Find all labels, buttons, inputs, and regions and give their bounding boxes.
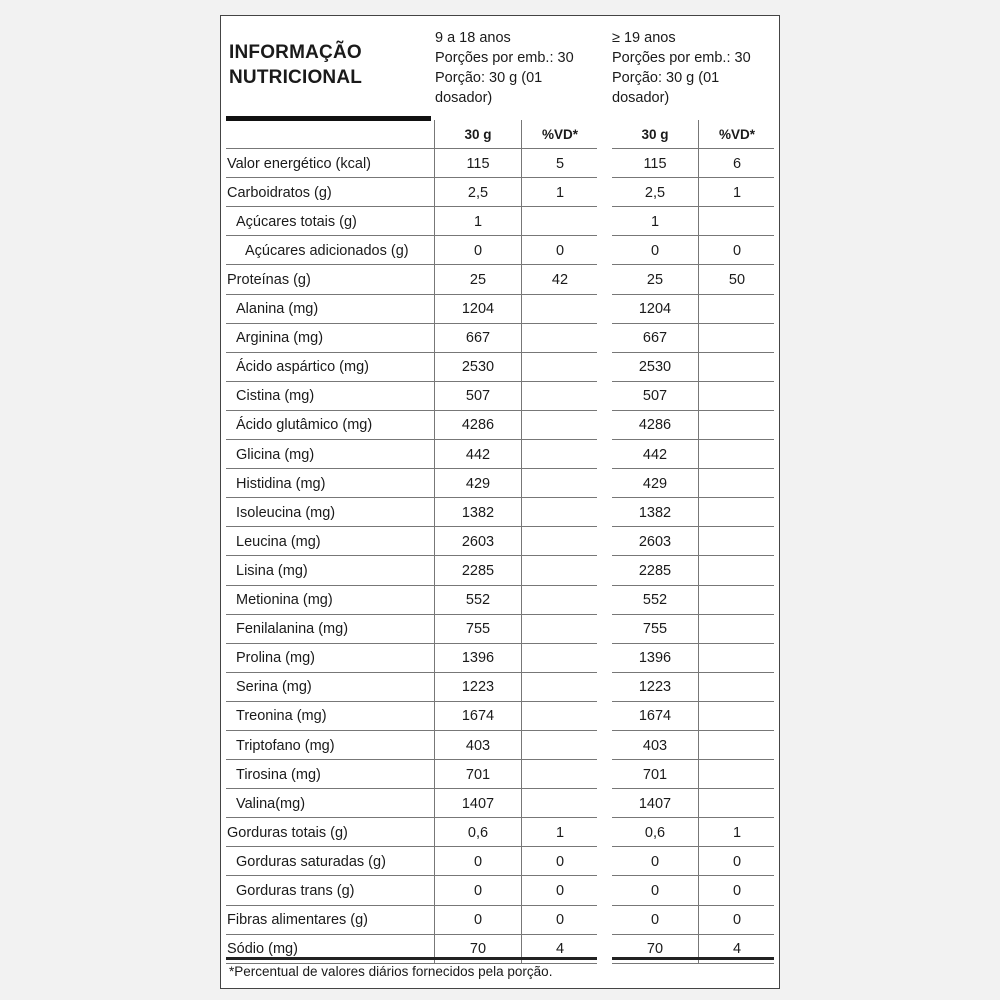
daily-value-19-plus (699, 702, 775, 731)
daily-value-19-plus (699, 207, 775, 236)
amount-19-plus: 115 (643, 155, 667, 172)
table-row (221, 527, 779, 556)
table-row (221, 818, 779, 847)
servings-per-package: Porções por emb.: 30 (612, 50, 751, 66)
daily-value-19-plus (699, 644, 775, 673)
daily-value-19-plus: 1 (732, 824, 742, 841)
table-row (221, 324, 779, 353)
amount-19-plus: 507 (642, 388, 668, 405)
amount-9-18: 1 (473, 213, 483, 230)
amount-19-plus: 1204 (638, 301, 672, 318)
table-row (221, 149, 779, 178)
daily-value-19-plus: 0 (732, 242, 742, 259)
daily-value-9-18 (522, 586, 598, 615)
amount-9-18: 1204 (461, 301, 495, 318)
daily-value-19-plus: 0 (732, 882, 742, 899)
daily-value-9-18: 1 (555, 184, 565, 201)
amount-9-18: 2285 (461, 562, 495, 579)
amount-9-18: 0,6 (467, 824, 489, 841)
amount-19-plus: 1223 (638, 679, 672, 696)
daily-value-19-plus (699, 498, 775, 527)
daily-value-19-plus: 0 (732, 853, 742, 870)
daily-value-19-plus (699, 556, 775, 585)
daily-value-9-18: 0 (555, 242, 565, 259)
daily-value-9-18: 42 (551, 272, 569, 289)
daily-value-19-plus (699, 760, 775, 789)
table-row (221, 673, 779, 702)
nutrient-name: Histidina (mg) (236, 475, 326, 492)
amount-9-18: 2,5 (467, 184, 489, 201)
nutrient-name: Fenilalanina (mg) (236, 621, 349, 638)
daily-value-19-plus (699, 411, 775, 440)
daily-value-19-plus (699, 527, 775, 556)
nutrient-name: Açúcares adicionados (g) (245, 242, 409, 259)
amount-19-plus: 2530 (638, 359, 672, 376)
table-row (221, 178, 779, 207)
portion-size-cont: dosador) (612, 90, 670, 106)
nutrient-name: Serina (mg) (236, 679, 312, 696)
amount-19-plus: 429 (642, 475, 668, 492)
daily-value-9-18: 1 (555, 824, 565, 841)
daily-value-9-18: 0 (555, 912, 565, 929)
column-header-dv: %VD* (541, 127, 578, 143)
nutrient-name: Gorduras totais (g) (227, 824, 348, 841)
daily-value-9-18 (522, 382, 598, 411)
amount-9-18: 1396 (461, 650, 495, 667)
amount-9-18: 755 (465, 621, 491, 638)
amount-9-18: 0 (473, 853, 483, 870)
table-row (221, 556, 779, 585)
amount-9-18: 552 (465, 592, 491, 609)
nutrient-name: Metionina (mg) (236, 592, 333, 609)
amount-9-18: 0 (473, 882, 483, 899)
amount-9-18: 1223 (461, 679, 495, 696)
footnote: *Percentual de valores diários fornecidos pela porção. (229, 964, 553, 979)
amount-19-plus: 25 (646, 272, 664, 289)
table-row (221, 353, 779, 382)
table-row (221, 586, 779, 615)
daily-value-19-plus: 0 (732, 912, 742, 929)
table-row (221, 847, 779, 876)
amount-19-plus: 2603 (638, 533, 672, 550)
daily-value-9-18 (522, 440, 598, 469)
footer-divider (612, 957, 774, 960)
daily-value-19-plus (699, 324, 775, 353)
nutrition-table (221, 120, 779, 964)
amount-9-18: 403 (465, 737, 491, 754)
daily-value-9-18 (522, 527, 598, 556)
table-row (221, 702, 779, 731)
daily-value-9-18 (522, 760, 598, 789)
daily-value-9-18 (522, 207, 598, 236)
amount-19-plus: 70 (646, 941, 664, 958)
table-row (221, 411, 779, 440)
amount-9-18: 507 (465, 388, 491, 405)
daily-value-9-18 (522, 615, 598, 644)
nutrient-name: Isoleucina (mg) (236, 504, 336, 521)
amount-9-18: 25 (469, 272, 487, 289)
portion-size: Porção: 30 g (01 (612, 70, 720, 86)
daily-value-9-18 (522, 731, 598, 760)
nutrition-facts-label (220, 15, 780, 989)
daily-value-9-18 (522, 324, 598, 353)
nutrient-name: Valor energético (kcal) (227, 155, 371, 172)
daily-value-9-18 (522, 789, 598, 818)
daily-value-19-plus (699, 353, 775, 382)
nutrient-name: Prolina (mg) (236, 650, 315, 667)
amount-9-18: 70 (469, 941, 487, 958)
amount-9-18: 442 (465, 446, 491, 463)
daily-value-9-18 (522, 411, 598, 440)
nutrient-name: Proteínas (g) (227, 272, 311, 289)
amount-19-plus: 0 (650, 242, 660, 259)
daily-value-9-18 (522, 702, 598, 731)
daily-value-9-18 (522, 644, 598, 673)
amount-19-plus: 755 (642, 621, 668, 638)
nutrient-name: Leucina (mg) (236, 533, 321, 550)
amount-19-plus: 1674 (638, 708, 672, 725)
amount-19-plus: 1396 (638, 650, 672, 667)
daily-value-9-18 (522, 556, 598, 585)
daily-value-19-plus (699, 789, 775, 818)
footer-divider (226, 957, 597, 960)
servings-per-package: Porções por emb.: 30 (435, 50, 574, 66)
nutrient-name: Açúcares totais (g) (236, 213, 357, 230)
daily-value-19-plus: 1 (732, 184, 742, 201)
amount-19-plus: 1382 (638, 504, 672, 521)
daily-value-9-18: 0 (555, 882, 565, 899)
table-header-row (221, 120, 779, 149)
amount-9-18: 2530 (461, 359, 495, 376)
amount-19-plus: 2285 (638, 562, 672, 579)
table-row (221, 207, 779, 236)
daily-value-9-18: 0 (555, 853, 565, 870)
table-row (221, 295, 779, 324)
daily-value-9-18: 5 (555, 155, 565, 172)
daily-value-19-plus: 50 (728, 272, 746, 289)
amount-19-plus: 0 (650, 853, 660, 870)
portion-size-cont: dosador) (435, 90, 493, 106)
nutrient-name: Cistina (mg) (236, 388, 315, 405)
amount-9-18: 429 (465, 475, 491, 492)
table-row (221, 615, 779, 644)
nutrient-name: Lisina (mg) (236, 562, 308, 579)
table-row (221, 906, 779, 935)
amount-19-plus: 667 (642, 330, 668, 347)
table-row (221, 644, 779, 673)
amount-19-plus: 1 (650, 213, 660, 230)
amount-19-plus: 442 (642, 446, 668, 463)
daily-value-9-18 (522, 353, 598, 382)
table-row (221, 498, 779, 527)
table-row (221, 789, 779, 818)
amount-19-plus: 2,5 (644, 184, 666, 201)
daily-value-19-plus: 6 (732, 155, 742, 172)
nutrient-name: Fibras alimentares (g) (227, 912, 369, 929)
nutrient-name: Gorduras saturadas (g) (236, 853, 386, 870)
portion-info-9-18 (435, 28, 590, 108)
daily-value-19-plus (699, 673, 775, 702)
nutrient-name: Tirosina (mg) (236, 766, 321, 783)
amount-9-18: 701 (465, 766, 491, 783)
amount-9-18: 115 (466, 155, 490, 172)
amount-19-plus: 552 (642, 592, 668, 609)
nutrient-name: Valina(mg) (236, 795, 306, 812)
amount-19-plus: 0,6 (644, 824, 666, 841)
daily-value-19-plus (699, 615, 775, 644)
label-title (229, 40, 362, 90)
daily-value-9-18 (522, 295, 598, 324)
daily-value-19-plus (699, 469, 775, 498)
daily-value-19-plus (699, 382, 775, 411)
daily-value-19-plus: 4 (732, 941, 742, 958)
portion-info-19-plus (612, 28, 767, 108)
daily-value-19-plus (699, 295, 775, 324)
nutrient-name: Triptofano (mg) (236, 737, 335, 754)
nutrient-name: Arginina (mg) (236, 330, 324, 347)
daily-value-19-plus (699, 440, 775, 469)
row-divider (612, 963, 774, 964)
column-header-dv: %VD* (718, 127, 755, 143)
column-header-amount: 30 g (641, 127, 669, 143)
amount-9-18: 4286 (461, 417, 495, 434)
portion-size: Porção: 30 g (01 (435, 70, 543, 86)
table-row (221, 236, 779, 265)
amount-9-18: 1382 (461, 504, 495, 521)
age-group: ≥ 19 anos (612, 30, 676, 46)
nutrient-name: Sódio (mg) (227, 941, 298, 958)
nutrient-name: Treonina (mg) (236, 708, 327, 725)
table-row (221, 440, 779, 469)
amount-19-plus: 403 (642, 737, 668, 754)
title-line-1: INFORMAÇÃO (229, 42, 362, 63)
amount-9-18: 1674 (461, 708, 495, 725)
age-group: 9 a 18 anos (435, 30, 511, 46)
amount-19-plus: 4286 (638, 417, 672, 434)
table-row (221, 469, 779, 498)
nutrient-name: Glicina (mg) (236, 446, 315, 463)
daily-value-19-plus (699, 731, 775, 760)
amount-19-plus: 0 (650, 882, 660, 899)
table-row (221, 382, 779, 411)
table-row (221, 760, 779, 789)
daily-value-9-18 (522, 673, 598, 702)
amount-19-plus: 0 (650, 912, 660, 929)
daily-value-9-18 (522, 469, 598, 498)
table-row (221, 876, 779, 905)
amount-9-18: 1407 (461, 795, 495, 812)
table-row (221, 731, 779, 760)
title-line-2: NUTRICIONAL (229, 67, 363, 88)
amount-9-18: 0 (473, 912, 483, 929)
nutrient-name: Ácido glutâmico (mg) (236, 417, 373, 434)
table-row (221, 265, 779, 294)
amount-19-plus: 701 (642, 766, 668, 783)
daily-value-19-plus (699, 586, 775, 615)
amount-19-plus: 1407 (638, 795, 672, 812)
daily-value-9-18 (522, 498, 598, 527)
column-header-amount: 30 g (464, 127, 492, 143)
amount-9-18: 667 (465, 330, 491, 347)
amount-9-18: 2603 (461, 533, 495, 550)
nutrient-name: Gorduras trans (g) (236, 882, 355, 899)
nutrient-name: Carboidratos (g) (227, 184, 332, 201)
daily-value-9-18: 4 (555, 941, 565, 958)
nutrient-name: Alanina (mg) (236, 301, 319, 318)
nutrient-name: Ácido aspártico (mg) (236, 359, 369, 376)
amount-9-18: 0 (473, 242, 483, 259)
